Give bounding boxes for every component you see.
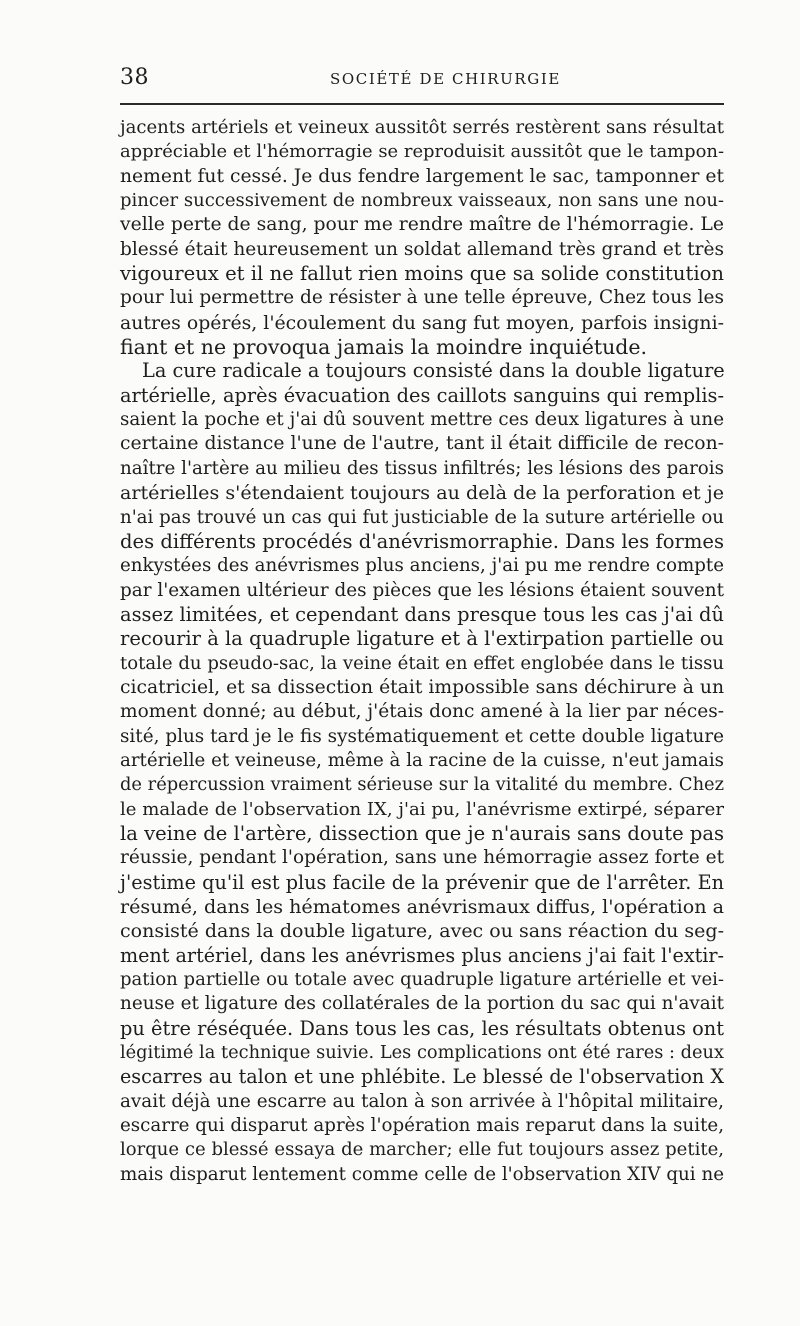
text-line: la veine de l'artère, dissection que je n'aurais sans doute pas bbox=[120, 821, 724, 845]
text-line: n'ai pas trouvé un cas qui fut justiciable de la suture artérielle ou bbox=[120, 506, 724, 528]
text-line: totale du pseudo-sac, la veine était en effet englobée dans le tissu bbox=[120, 652, 724, 674]
text-line: lorque ce blessé essaya de marcher; elle fut toujours assez petite, bbox=[120, 1139, 724, 1161]
text-line: neuse et ligature des collatérales de la portion du sac qui n'avait bbox=[120, 993, 724, 1015]
text-line: naître l'artère au milieu des tissus infiltrés; les lésions des parois bbox=[120, 457, 724, 479]
text-line: ment artériel, dans les anévrismes plus anciens j'ai fait l'extir- bbox=[120, 943, 724, 967]
text-line: velle perte de sang, pour me rendre maître de l'hémorragie. Le bbox=[120, 214, 724, 236]
text-line: appréciable et l'hémorragie se reproduisit aussitôt que le tampon- bbox=[120, 141, 724, 163]
text-line: fiant et ne provoqua jamais la moindre inquiétude. bbox=[120, 335, 648, 360]
text-line: pation partielle ou totale avec quadruple ligature artérielle et vei- bbox=[120, 969, 724, 991]
page-header bbox=[120, 64, 724, 94]
running-title: SOCIÉTÉ DE CHIRURGIE bbox=[330, 70, 561, 88]
body-text bbox=[120, 116, 724, 1187]
text-line: cicatriciel, et sa dissection était impossible sans déchirure à un bbox=[120, 676, 724, 698]
text-line: des différents procédés d'anévrismorraphie. Dans les formes bbox=[120, 529, 724, 553]
text-line: autres opérés, l'écoulement du sang fut moyen, parfois insigni- bbox=[120, 311, 724, 334]
text-line: pincer successivement de nombreux vaisseaux, non sans une nou- bbox=[120, 190, 724, 212]
text-line: réussie, pendant l'opération, sans une hémorragie assez forte et bbox=[120, 847, 724, 869]
page-number: 38 bbox=[120, 65, 149, 90]
text-line: artérielles s'étendaient toujours au delà de la perforation et je bbox=[120, 481, 724, 505]
text-line: assez limitées, et cependant dans presque tous les cas j'ai dû bbox=[120, 602, 724, 626]
text-line: certaine distance l'une de l'autre, tant il était difficile de recon- bbox=[120, 433, 724, 455]
text-line: de répercussion vraiment sérieuse sur la vitalité du membre. Chez bbox=[120, 774, 724, 796]
text-line: pour lui permettre de résister à une telle épreuve, Chez tous les bbox=[120, 287, 724, 309]
text-line: j'estime qu'il est plus facile de la prévenir que de l'arrêter. En bbox=[120, 870, 724, 894]
text-line: escarres au talon et une phlébite. Le blessé de l'observation X bbox=[120, 1065, 724, 1089]
text-line: jacents artériels et veineux aussitôt serrés restèrent sans résultat bbox=[120, 117, 724, 138]
text-line: artérielle, après évacuation des caillots sanguins qui remplis- bbox=[120, 383, 724, 407]
text-line: recourir à la quadruple ligature et à l'extirpation partielle ou bbox=[120, 627, 724, 651]
text-line: le malade de l'observation IX, j'ai pu, l'anévrisme extirpé, séparer bbox=[120, 798, 724, 820]
text-line: légitimé la technique suivie. Les complications ont été rares : deux bbox=[120, 1043, 724, 1064]
text-line: saient la poche et j'ai dû souvent mettre ces deux ligatures à une bbox=[120, 409, 724, 431]
text-line: artérielle et veineuse, même à la racine de la cuisse, n'eut jamais bbox=[120, 749, 724, 771]
text-line: résumé, dans les hématomes anévrismaux diffus, l'opération a bbox=[120, 895, 724, 918]
text-line: moment donné; au début, j'étais donc amené à la lier par néces- bbox=[120, 701, 724, 723]
text-line: enkystées des anévrismes plus anciens, j'ai pu me rendre compte bbox=[120, 555, 724, 577]
text-line: consisté dans la double ligature, avec ou sans réaction du seg- bbox=[120, 920, 724, 943]
text-line: nement fut cessé. Je dus fendre largement le sac, tamponner et bbox=[120, 165, 724, 187]
header-rule bbox=[120, 103, 724, 105]
text-line: avait déjà une escarre au talon à son arrivée à l'hôpital militaire, bbox=[120, 1090, 724, 1112]
text-line: sité, plus tard je le fis systématiquement et cette double ligature bbox=[120, 725, 724, 747]
text-line: vigoureux et il ne fallut rien moins que sa solide constitution bbox=[120, 262, 724, 286]
text-line: pu être réséquée. Dans tous les cas, les résultats obtenus ont bbox=[120, 1016, 724, 1040]
paragraph-start-line: La cure radicale a toujours consisté dans la double ligature bbox=[142, 359, 725, 383]
text-line: escarre qui disparut après l'opération mais reparut dans la suite, bbox=[120, 1115, 724, 1137]
text-line: mais disparut lentement comme celle de l'observation XIV qui ne bbox=[120, 1163, 724, 1185]
text-line: par l'examen ultérieur des pièces que les lésions étaient souvent bbox=[120, 579, 724, 601]
text-line: blessé était heureusement un soldat allemand très grand et très bbox=[120, 238, 724, 260]
